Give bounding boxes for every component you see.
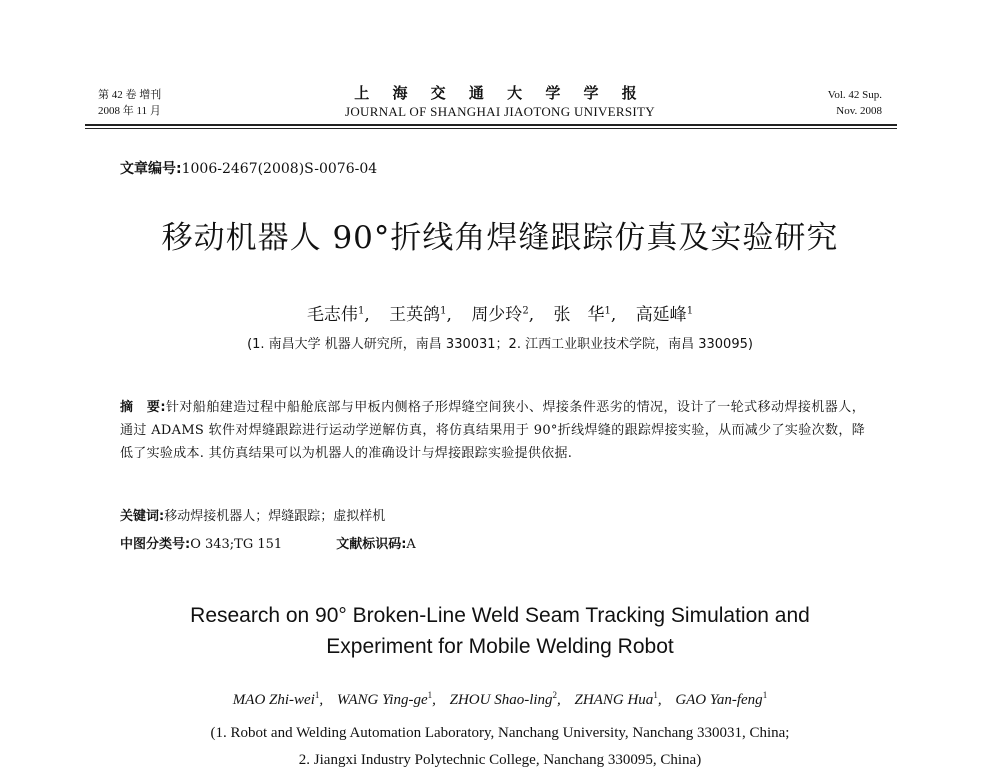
header-volume-en-block <box>828 87 882 119</box>
author-en: ZHANG Hua$^1$, <box>574 690 662 708</box>
author-cn: 王英鸽$^1$, <box>389 305 452 325</box>
author-cn: 毛志伟$^1$, <box>306 305 370 325</box>
affiliation-en <box>0 720 1000 774</box>
doc-code-label: 文献标识码: <box>336 537 407 552</box>
title-cn: 移动机器人 90°折线角焊缝跟踪仿真及实验研究 <box>161 220 839 256</box>
journal-name-cn: 上 海 交 通 大 学 学 报 <box>354 84 646 102</box>
authors-cn <box>0 300 1000 325</box>
classification-label: 中图分类号: <box>120 537 191 552</box>
author-en: ZHOU Shao-ling$^2$, <box>449 690 561 708</box>
author-cn: 张 华$^1$, <box>553 305 617 325</box>
keywords-cn <box>120 505 385 524</box>
affiliation-cn: (1. 南昌大学 机器人研究所，南昌 330031；2. 江西工业职业技术学院，南昌 330095) <box>247 337 753 352</box>
abstract-cn <box>120 396 865 465</box>
header-date-en: Nov. 2008 <box>836 105 882 117</box>
header-date-cn: 2008 年 11 月 <box>98 105 161 117</box>
author-cn: 周少玲$^2$, <box>471 305 535 325</box>
authors-en <box>0 690 1000 709</box>
title-en-line1: Research on 90° Broken-Line Weld Seam Tracking Simulation and <box>190 604 810 627</box>
title-en <box>0 600 1000 662</box>
author-en: MAO Zhi-wei$^1$, <box>232 690 324 708</box>
header-rule-thin <box>85 128 897 129</box>
affiliation-en-line1: (1. Robot and Welding Automation Laboratory, Nanchang University, Nanchang 330031, China; <box>210 725 790 741</box>
header-volume-en: Vol. 42 Sup. <box>827 89 882 101</box>
author-en: GAO Yan-feng$^1$ <box>675 690 768 708</box>
header-journal-block <box>250 84 750 120</box>
author-cn: 高延峰$^1$ <box>635 305 694 325</box>
article-number-value: 1006-2467(2008)S-0076-04 <box>181 161 378 177</box>
affiliation-en-line2: 2. Jiangxi Industry Polytechnic College, Nanchang 330095, China) <box>298 752 702 768</box>
title-en-line2: Experiment for Mobile Welding Robot <box>326 635 674 658</box>
abstract-label: 摘 要: <box>120 400 166 415</box>
keywords-value: 移动焊接机器人；焊缝跟踪；虚拟样机 <box>164 509 386 524</box>
article-number <box>120 158 377 178</box>
abstract-text: 针对船舶建造过程中船舱底部与甲板内侧格子形焊缝空间狭小、焊接条件恶劣的情况，设计了一轮式移动焊接机器人，通过 ADAMS 软件对焊缝跟踪进行运动学逆解仿真，将仿真结果用于 90°折线焊缝的跟踪焊接实验，从而减少了实验次数，降低了实验成本. 其仿真结果可以为机器人的准确设计与焊接跟踪实验提供依据. <box>120 400 865 461</box>
article-number-label: 文章编号: <box>120 161 182 177</box>
header-rule-thick <box>85 124 897 126</box>
author-en: WANG Ying-$ge^1$, <box>336 690 436 708</box>
journal-name-en: JOURNAL OF SHANGHAI JIAOTONG UNIVERSITY <box>345 104 655 119</box>
doc-code-value: A <box>406 537 416 552</box>
header-volume-cn: 第 42 卷 增刊 <box>98 89 162 101</box>
header-volume-cn-block <box>98 87 161 119</box>
classification <box>120 533 416 552</box>
classification-value: O 343;TG 151 <box>190 537 283 552</box>
keywords-label: 关键词: <box>120 509 165 524</box>
